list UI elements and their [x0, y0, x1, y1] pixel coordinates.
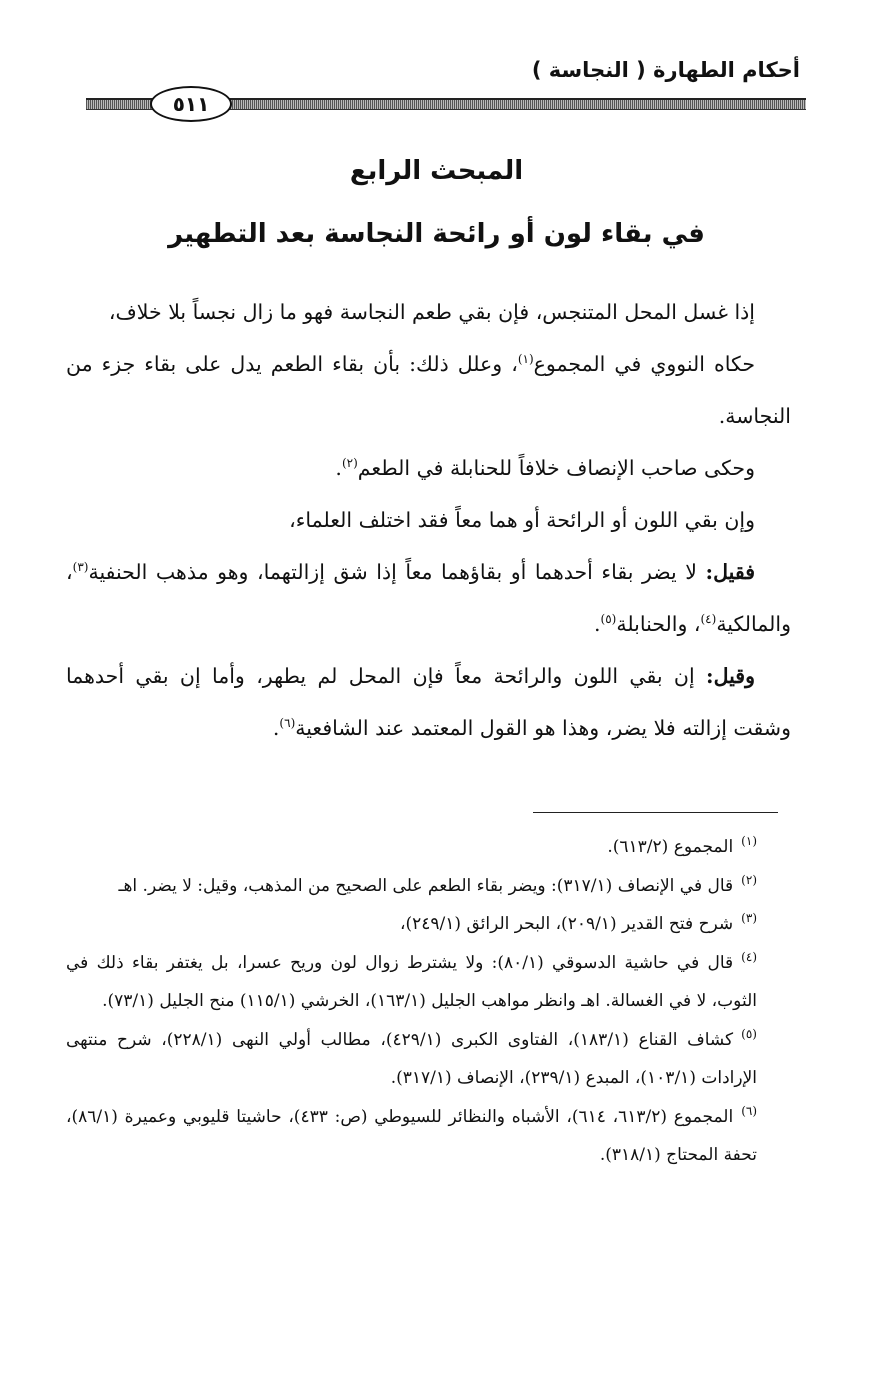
footnote-4: [66, 944, 791, 1021]
footnote-1: [66, 828, 791, 867]
footnote-text: قال في الإنصاف (٣١٧/١): ويضر بقاء الطعم على الصحيح من المذهب، وقيل: لا يضر. اهـ: [118, 875, 734, 896]
footnote-2: [66, 867, 791, 906]
footnotes: [66, 828, 791, 1175]
footnote-number: (٦): [741, 1103, 758, 1118]
paragraph-5-text-d: .: [594, 612, 601, 636]
paragraph-5-text-c: ، والحنابلة: [616, 612, 701, 636]
paragraph-5: [66, 546, 791, 650]
paragraph-2: [66, 338, 791, 442]
footnote-5: [66, 1021, 791, 1098]
paragraph-1: إذا غسل المحل المتنجس، فإن بقي طعم النجاسة فهو ما زال نجساً بلا خلاف،: [108, 300, 755, 324]
paragraph-4: وإن بقي اللون أو الرائحة أو هما معاً فقد اختلف العلماء،: [289, 508, 755, 532]
section-heading: المبحث الرابع: [349, 156, 524, 186]
body-text: [66, 286, 791, 754]
footnote-number: (٤): [741, 949, 757, 964]
footnote-text: المجموع (٦١٣/٢، ٦١٤)، الأشباه والنظائر للسيوطي (ص: ٤٣٣)، حاشيتا قليوبي وعميرة (٨٦/١)، تحفة المحتاج (٣١٨/١).: [66, 1106, 757, 1165]
footnote-text: شرح فتح القدير (٢٠٩/١)، البحر الرائق (٢٤٩/١)،: [400, 914, 734, 934]
paragraph-3-text-a: وحكى صاحب الإنصاف خلافاً للحنابلة في الطعم: [357, 456, 755, 480]
footnote-text: كشاف القناع (١٨٣/١)، الفتاوى الكبرى (٤٢٩/١)، مطالب أولي النهى (٢٢٨/١)، شرح منتهى الإرادات (١٠٣/١)، المبدع (٢٣٩/١)، الإنصاف (٣١٧/١).: [66, 1029, 757, 1088]
paragraph-2-text-b: ، وعلل ذلك: بأن بقاء الطعم يدل على بقاء جزء من النجاسة.: [66, 352, 791, 428]
footnote-number: (١): [741, 834, 757, 849]
paragraph-3-text-b: .: [335, 456, 342, 480]
footnote-number: (٥): [741, 1026, 757, 1041]
page-header: [86, 52, 806, 122]
footnote-ref-3: (٣): [72, 560, 89, 575]
book-title: أحكام الطهارة ( النجاسة ): [531, 58, 800, 82]
footnote-text: المجموع (٦١٣/٢).: [607, 837, 734, 857]
footnote-text: قال في حاشية الدسوقي (٨٠/١): ولا يشترط زوال لون وريح عسرا، بل يغتفر بقاء ذلك في الثوب، لا في الغسالة. اهـ وانظر مواهب الجليل (١٦٣/١)، الخرشي (١١٥/١) منح الجليل (٧٣/١).: [66, 952, 757, 1011]
paragraph-2-text-a: حكاه النووي في المجموع: [533, 352, 755, 376]
paragraph-3: [66, 442, 791, 494]
footnote-3: [66, 905, 791, 944]
paragraph-5-text-b: ، والمالكية: [66, 560, 791, 636]
section-subtitle: في بقاء لون أو رائحة النجاسة بعد التطهير: [168, 219, 705, 249]
footnote-6: [66, 1098, 791, 1175]
paragraph-6-label: وقيل:: [706, 664, 755, 688]
paragraph-6-text-a: إن بقي اللون والرائحة معاً فإن المحل لم يطهر، وأما إن بقي أحدهما وشقت إزالته فلا يضر، وهذا هو القول المعتمد عند الشافعية: [66, 664, 791, 740]
footnote-number: (٣): [741, 911, 757, 926]
footnote-ref-1: (١): [517, 352, 534, 367]
paragraph-6: [66, 650, 791, 754]
paragraph-6-text-b: .: [272, 716, 280, 740]
footnote-ref-5: (٥): [600, 612, 617, 627]
footnote-ref-2: (٢): [341, 456, 358, 471]
footnote-ref-6: (٦): [279, 716, 296, 731]
footnote-number: (٢): [741, 872, 757, 887]
footnote-ref-4: (٤): [700, 612, 717, 627]
paragraph-5-label: فقيل:: [705, 560, 755, 584]
footnote-separator: [533, 812, 778, 813]
paragraph-5-text-a: لا يضر بقاء أحدهما أو بقاؤهما معاً إذا شق إزالتهما، وهو مذهب الحنفية: [88, 560, 706, 584]
page-number: ٥١١: [150, 86, 232, 122]
